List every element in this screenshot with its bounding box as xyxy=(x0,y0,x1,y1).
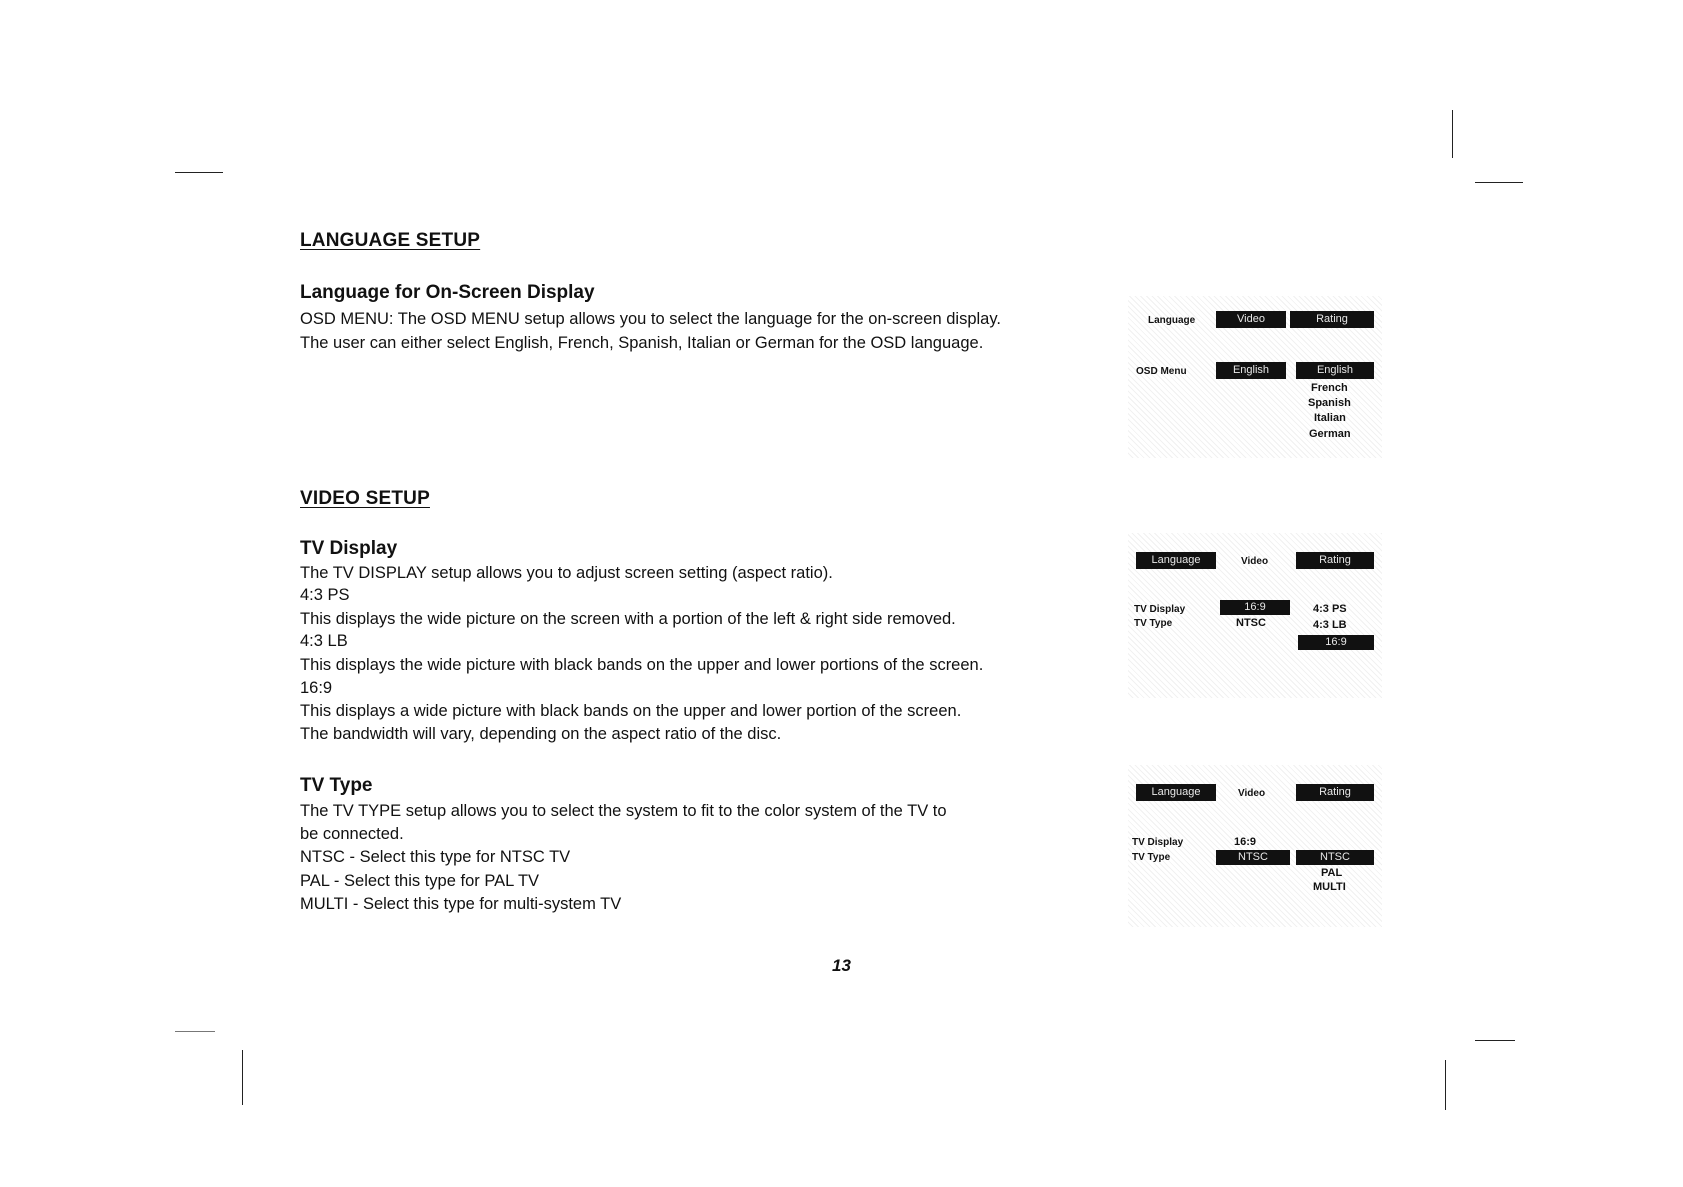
osd-row-label: TV Type xyxy=(1134,618,1173,629)
osd-tab-rating: Rating xyxy=(1296,784,1374,801)
body-line: This displays a wide picture with black bands on the upper and lower portion of the screen. xyxy=(300,702,962,720)
crop-mark xyxy=(1475,1040,1515,1041)
osd-option: Italian xyxy=(1314,412,1346,424)
body-line: The TV DISPLAY setup allows you to adjust screen setting (aspect ratio). xyxy=(300,564,833,582)
osd-option: PAL xyxy=(1321,867,1343,879)
osd-option-selected: English xyxy=(1296,362,1374,379)
tv-display-subheading: TV Display xyxy=(300,538,398,559)
crop-mark xyxy=(1445,1060,1446,1110)
crop-mark xyxy=(175,1031,215,1032)
osd-tab-language: Language xyxy=(1136,552,1216,569)
body-line: 4:3 PS xyxy=(300,586,350,604)
body-line: PAL - Select this type for PAL TV xyxy=(300,872,540,890)
osd-option: MULTI xyxy=(1313,881,1346,893)
osd-option: German xyxy=(1309,428,1351,440)
osd-language-subheading: Language for On-Screen Display xyxy=(300,282,595,303)
body-line: The TV TYPE setup allows you to select the system to fit to the color system of the TV to xyxy=(300,802,947,820)
body-line: 4:3 LB xyxy=(300,632,348,650)
osd-language-menu-illustration xyxy=(1128,296,1382,458)
body-line: NTSC - Select this type for NTSC TV xyxy=(300,848,571,866)
osd-tab-video: Video xyxy=(1241,556,1269,567)
osd-row-label: TV Display xyxy=(1132,837,1184,848)
video-setup-heading: VIDEO SETUP xyxy=(300,488,430,509)
body-line: MULTI - Select this type for multi-system TV xyxy=(300,895,622,913)
page-number: 13 xyxy=(832,956,851,975)
osd-current-value: English xyxy=(1216,362,1286,379)
osd-current-value: NTSC xyxy=(1236,617,1266,629)
osd-option: 4:3 LB xyxy=(1313,619,1347,631)
body-line: The user can either select English, French, Spanish, Italian or German for the OSD language. xyxy=(300,334,984,352)
osd-row-label: OSD Menu xyxy=(1136,366,1187,377)
body-line: be connected. xyxy=(300,825,404,843)
osd-tab-language: Language xyxy=(1148,315,1196,326)
osd-tab-language: Language xyxy=(1136,784,1216,801)
osd-row-label: TV Display xyxy=(1134,604,1186,615)
osd-tab-video: Video xyxy=(1216,311,1286,328)
osd-option-selected: 16:9 xyxy=(1298,635,1374,650)
body-line: OSD MENU: The OSD MENU setup allows you to select the language for the on-screen display. xyxy=(300,310,1001,328)
osd-tab-rating: Rating xyxy=(1296,552,1374,569)
osd-current-value: 16:9 xyxy=(1234,836,1257,848)
language-setup-heading: LANGUAGE SETUP xyxy=(300,230,481,251)
osd-current-value: 16:9 xyxy=(1220,600,1290,615)
body-line: 16:9 xyxy=(300,679,333,697)
osd-tab-rating: Rating xyxy=(1290,311,1374,328)
crop-mark xyxy=(1452,110,1453,158)
tv-type-subheading: TV Type xyxy=(300,775,373,796)
body-line: The bandwidth will vary, depending on the aspect ratio of the disc. xyxy=(300,725,782,743)
crop-mark xyxy=(175,172,223,173)
osd-tv-display-illustration xyxy=(1128,533,1382,698)
body-line: This displays the wide picture with black bands on the upper and lower portions of the screen. xyxy=(300,656,984,674)
crop-mark xyxy=(1475,182,1523,183)
osd-tv-type-illustration xyxy=(1128,765,1382,927)
osd-option: French xyxy=(1311,382,1348,394)
osd-row-label: TV Type xyxy=(1132,852,1171,863)
osd-option-selected: NTSC xyxy=(1296,850,1374,865)
osd-tab-video: Video xyxy=(1238,788,1266,799)
body-line: This displays the wide picture on the screen with a portion of the left & right side removed. xyxy=(300,610,956,628)
osd-option: 4:3 PS xyxy=(1313,603,1347,615)
crop-mark xyxy=(242,1050,243,1105)
osd-current-value: NTSC xyxy=(1216,850,1290,865)
osd-option: Spanish xyxy=(1308,397,1351,409)
